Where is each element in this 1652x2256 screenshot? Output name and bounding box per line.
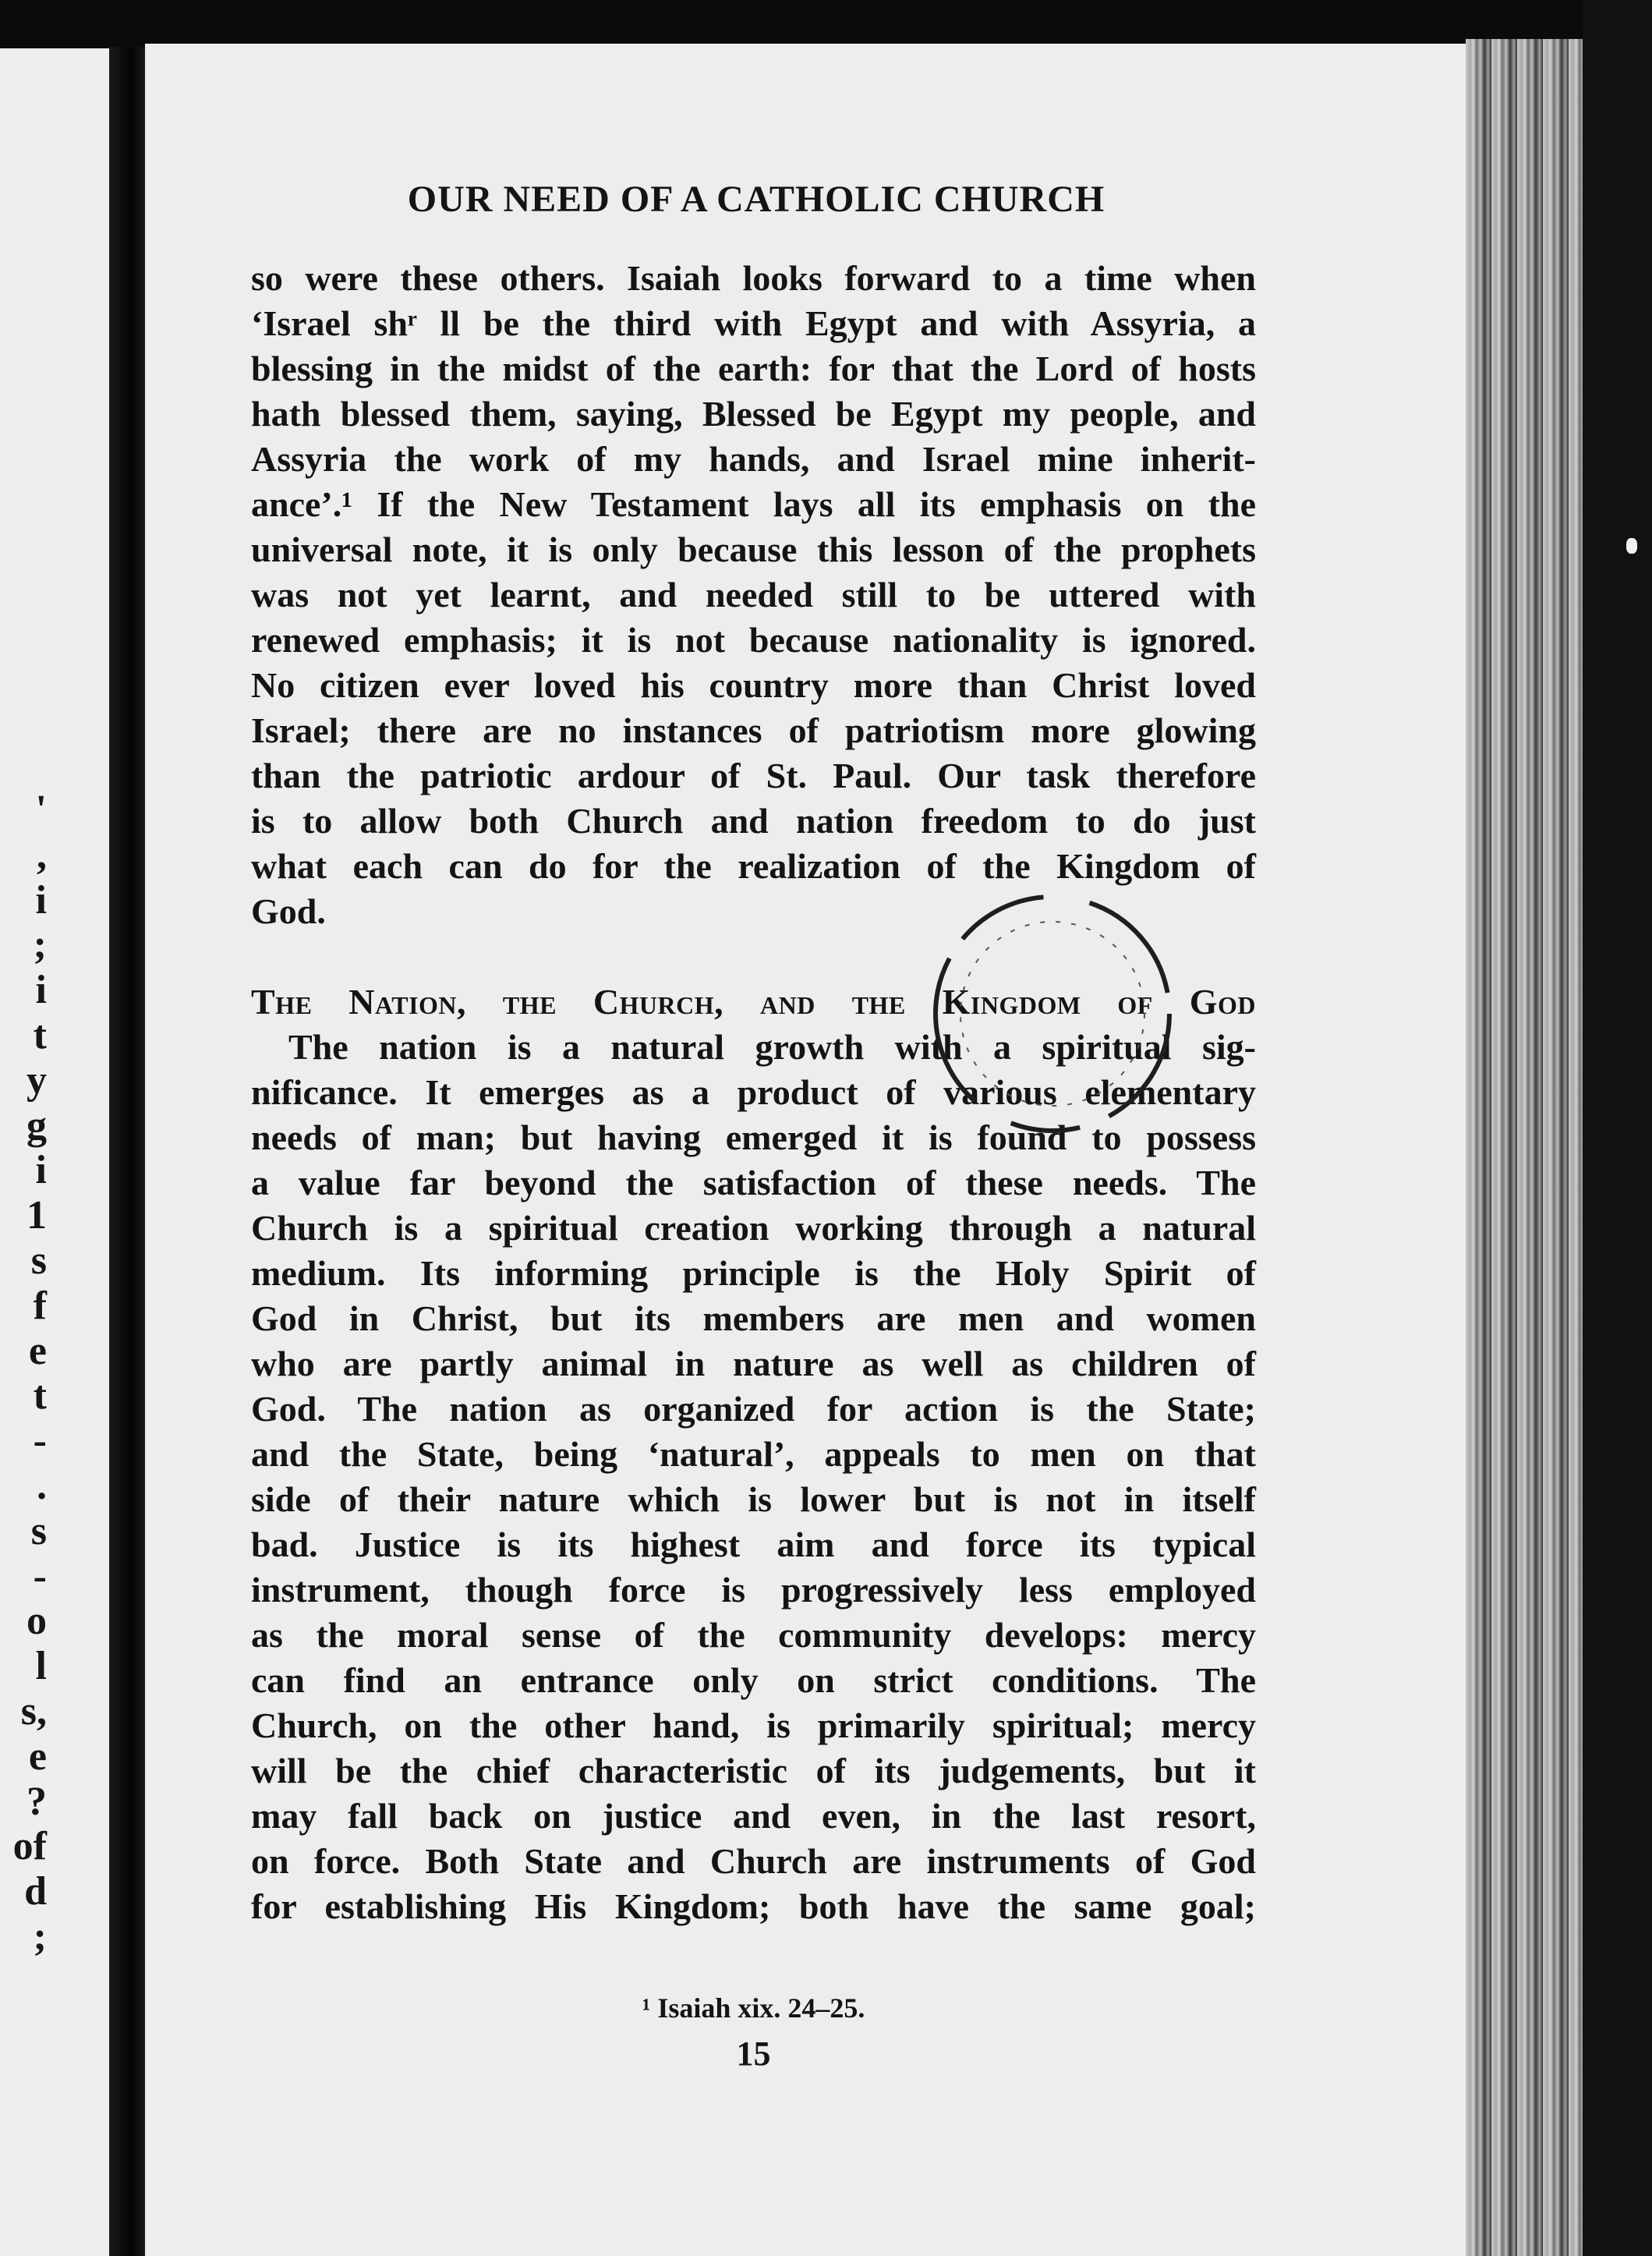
- text-line: Church is a spiritual creation working through a natural: [251, 1208, 1256, 1248]
- library-stamp: [873, 858, 1232, 1170]
- text-line: is to allow both Church and nation freedom to do just: [251, 801, 1256, 841]
- left-fragment: g: [27, 1103, 47, 1148]
- text-line: renewed emphasis; it is not because nationality is ignored.: [251, 620, 1256, 660]
- text-line: universal note, it is only because this lesson of the prophets: [251, 529, 1256, 569]
- left-fragment: e: [28, 1734, 47, 1779]
- left-fragment: ;: [33, 923, 47, 968]
- scanner-margin: [1583, 0, 1652, 2256]
- text-line: God in Christ, but its members are men and women: [251, 1298, 1256, 1338]
- text-line: medium. Its informing principle is the Holy Spirit of: [251, 1253, 1256, 1293]
- text-line: a value far beyond the satisfaction of these needs. The: [251, 1163, 1256, 1202]
- left-fragment: d: [24, 1869, 47, 1914]
- left-fragment: t: [33, 1012, 47, 1057]
- text-line: Assyria the work of my hands, and Israel mine inherit-: [251, 439, 1256, 479]
- text-line: blessing in the midst of the earth: for that the Lord of hosts: [251, 349, 1256, 388]
- left-fragment: o: [27, 1599, 47, 1644]
- left-fragment: ;: [33, 1914, 47, 1959]
- text-line: so were these others. Isaiah looks forward to a time when: [251, 258, 1256, 298]
- left-fragment: t: [33, 1373, 47, 1418]
- text-line: for establishing His Kingdom; both have the same goal;: [251, 1886, 1256, 1926]
- text-line: side of their nature which is lower but is not in itself: [251, 1479, 1256, 1519]
- text-line: nificance. It emerges as a product of various elementary: [251, 1072, 1256, 1112]
- left-page-text-fragments: [0, 788, 47, 1960]
- text-line: Israel; there are no instances of patriotism more glowing: [251, 710, 1256, 750]
- left-fragment: s: [30, 1508, 47, 1553]
- text-line: who are partly animal in nature as well as children of: [251, 1344, 1256, 1383]
- left-fragment: ?: [27, 1779, 47, 1824]
- left-fragment: e: [28, 1328, 47, 1373]
- text-line: needs of man; but having emerged it is found to possess: [251, 1117, 1256, 1157]
- text-line: on force. Both State and Church are instruments of God: [251, 1841, 1256, 1881]
- text-line: instrument, though force is progressively less employed: [251, 1570, 1256, 1610]
- text-line: as the moral sense of the community develops: mercy: [251, 1615, 1256, 1655]
- left-fragment: 1: [27, 1193, 47, 1238]
- left-fragment: s: [30, 1238, 47, 1283]
- text-line: The Nation, the Church, and the Kingdom of God: [251, 982, 1256, 1022]
- text-line: hath blessed them, saying, Blessed be Egypt my people, and: [251, 394, 1256, 434]
- book-gutter: [109, 47, 147, 2256]
- text-line: than the patriotic ardour of St. Paul. Our task therefore: [251, 756, 1256, 795]
- text-line: may fall back on justice and even, in the last resort,: [251, 1796, 1256, 1836]
- text-line: The nation is a natural growth with a spiritual sig-: [288, 1027, 1256, 1067]
- left-fragment: ,: [37, 832, 47, 877]
- left-fragment: l: [35, 1644, 47, 1689]
- page-number: 15: [736, 2035, 771, 2073]
- text-line: and the State, being ‘natural’, appeals to men on that: [251, 1434, 1256, 1474]
- left-fragment: of: [12, 1824, 47, 1869]
- edge-mark: [1626, 538, 1637, 554]
- text-line: ance’.¹ If the New Testament lays all its emphasis on the: [251, 484, 1256, 524]
- left-fragment: s,: [20, 1688, 47, 1734]
- text-line: was not yet learnt, and needed still to be uttered with: [251, 575, 1256, 614]
- left-fragment: i: [35, 877, 47, 923]
- text-line: bad. Justice is its highest aim and force its typical: [251, 1525, 1256, 1564]
- left-fragment: ': [35, 788, 47, 832]
- text-line: ‘Israel shʳ ll be the third with Egypt and with Assyria, a: [251, 303, 1256, 343]
- left-fragment: -: [33, 1418, 47, 1464]
- left-fragment: i: [35, 1148, 47, 1193]
- left-fragment: y: [27, 1057, 47, 1103]
- left-fragment: .: [37, 1463, 47, 1508]
- text-line: Church, on the other hand, is primarily spiritual; mercy: [251, 1705, 1256, 1745]
- left-fragment: -: [33, 1553, 47, 1599]
- text-line: God.: [251, 891, 326, 931]
- footnote: ¹ Isaiah xix. 24–25.: [642, 1992, 865, 2024]
- text-line: what each can do for the realization of the Kingdom of: [251, 846, 1256, 886]
- text-line: No citizen ever loved his country more than Christ loved: [251, 665, 1256, 705]
- left-fragment: f: [33, 1283, 47, 1328]
- text-line: will be the chief characteristic of its judgements, but it: [251, 1751, 1256, 1790]
- running-head: OUR NEED OF A CATHOLIC CHURCH: [407, 179, 1105, 220]
- text-line: can find an entrance only on strict conditions. The: [251, 1660, 1256, 1700]
- text-line: God. The nation as organized for action is the State;: [251, 1389, 1256, 1429]
- left-fragment: i: [35, 968, 47, 1013]
